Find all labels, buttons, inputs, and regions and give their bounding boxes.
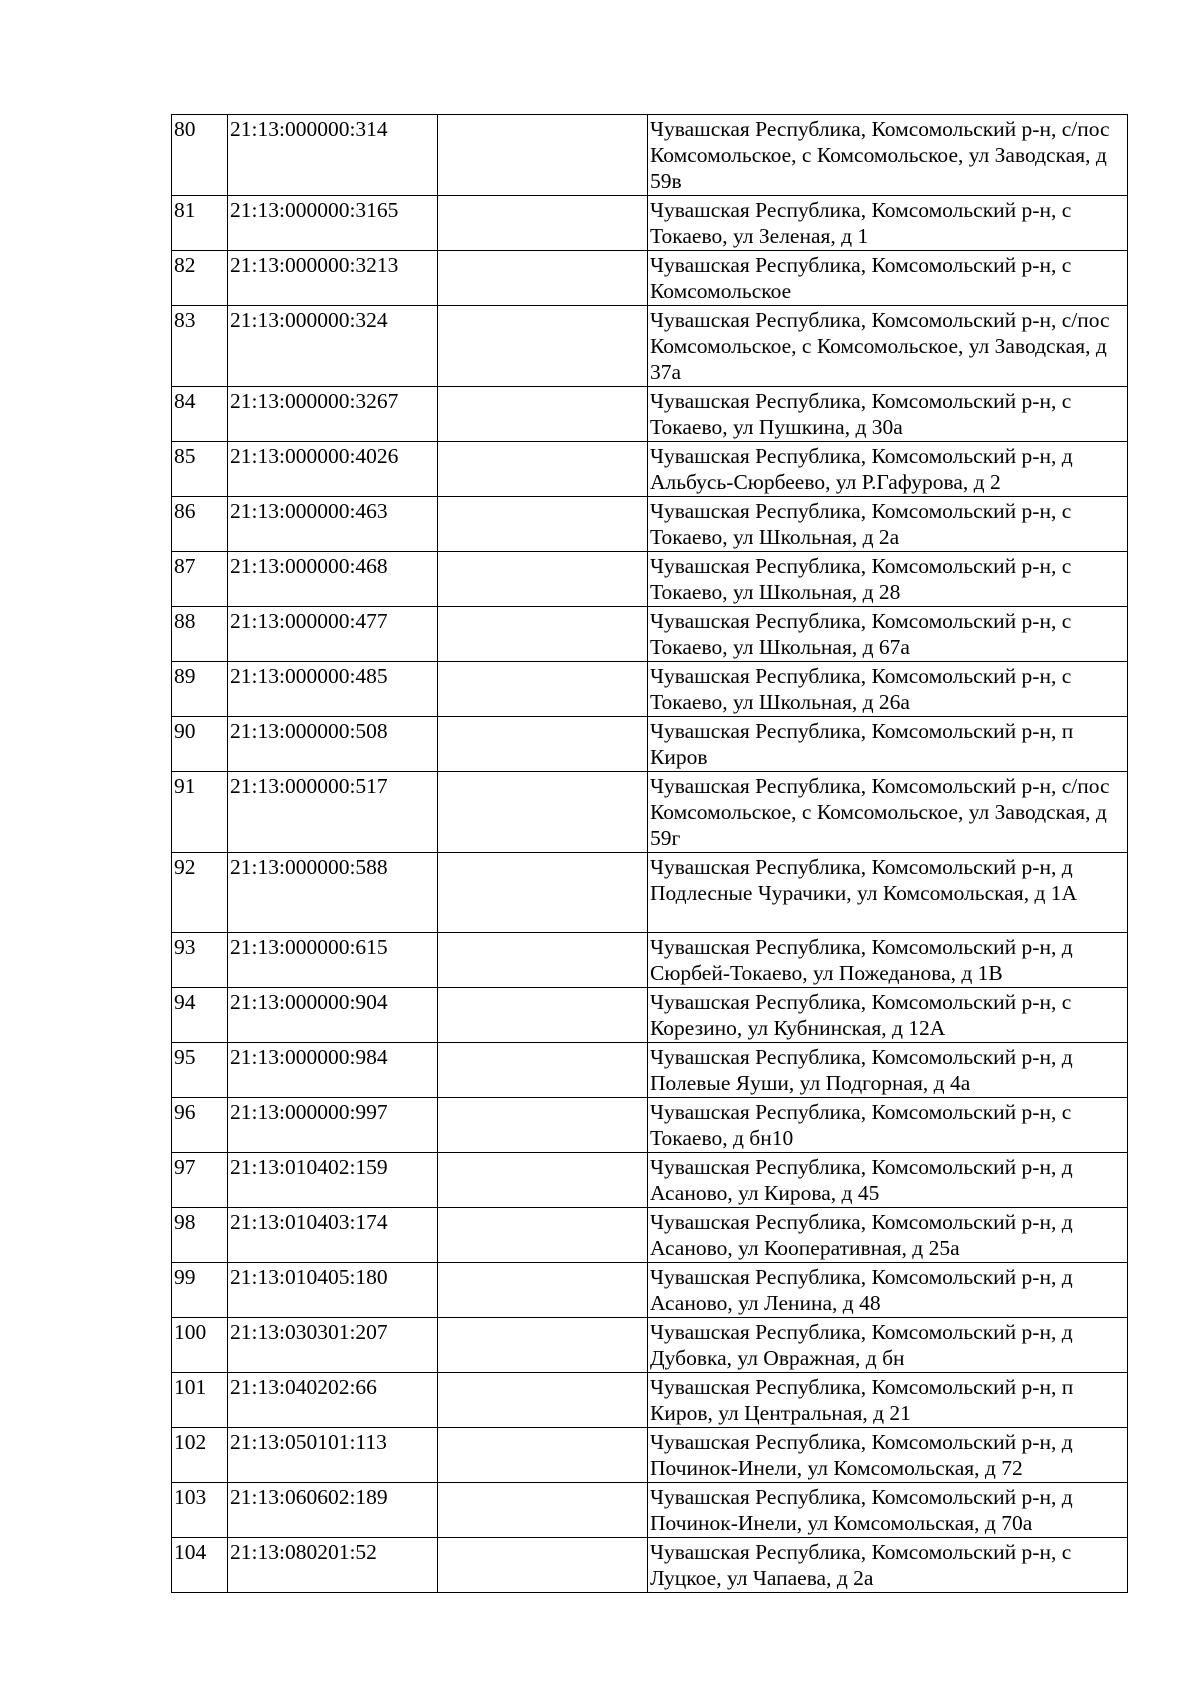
empty-cell [438, 442, 648, 497]
row-number-cell: 99 [172, 1263, 228, 1318]
empty-cell [438, 933, 648, 988]
row-number-cell: 98 [172, 1208, 228, 1263]
row-number-cell: 83 [172, 306, 228, 387]
address-cell: Чувашская Республика, Комсомольский р-н, с Токаево, ул Зеленая, д 1 [648, 196, 1128, 251]
empty-cell [438, 552, 648, 607]
row-number-cell: 81 [172, 196, 228, 251]
table-row [172, 1153, 1128, 1208]
address-cell: Чувашская Республика, Комсомольский р-н, д Починок-Инели, ул Комсомольская, д 72 [648, 1428, 1128, 1483]
row-number-cell: 90 [172, 717, 228, 772]
cadastral-number-cell: 21:13:000000:588 [228, 853, 438, 933]
empty-cell [438, 1263, 648, 1318]
cadastral-number-cell: 21:13:000000:3213 [228, 251, 438, 306]
table-row [172, 1538, 1128, 1593]
empty-cell [438, 1483, 648, 1538]
table-row [172, 387, 1128, 442]
table-row [172, 1263, 1128, 1318]
table-row [172, 933, 1128, 988]
table-row [172, 552, 1128, 607]
table-row [172, 1373, 1128, 1428]
address-cell: Чувашская Республика, Комсомольский р-н, д Асаново, ул Кирова, д 45 [648, 1153, 1128, 1208]
table-row [172, 497, 1128, 552]
property-table-body [172, 115, 1128, 1593]
row-number-cell: 86 [172, 497, 228, 552]
table-row [172, 115, 1128, 196]
empty-cell [438, 1318, 648, 1373]
table-row [172, 1098, 1128, 1153]
address-cell: Чувашская Республика, Комсомольский р-н, с Токаево, ул Школьная, д 26а [648, 662, 1128, 717]
address-cell: Чувашская Республика, Комсомольский р-н, с Токаево, д бн10 [648, 1098, 1128, 1153]
table-row [172, 853, 1128, 933]
row-number-cell: 101 [172, 1373, 228, 1428]
cadastral-number-cell: 21:13:010405:180 [228, 1263, 438, 1318]
cadastral-number-cell: 21:13:050101:113 [228, 1428, 438, 1483]
address-cell: Чувашская Республика, Комсомольский р-н, д Асаново, ул Кооперативная, д 25а [648, 1208, 1128, 1263]
cadastral-number-cell: 21:13:000000:468 [228, 552, 438, 607]
empty-cell [438, 115, 648, 196]
cadastral-number-cell: 21:13:000000:4026 [228, 442, 438, 497]
address-cell: Чувашская Республика, Комсомольский р-н, с Корезино, ул Кубнинская, д 12А [648, 988, 1128, 1043]
row-number-cell: 88 [172, 607, 228, 662]
cadastral-number-cell: 21:13:000000:904 [228, 988, 438, 1043]
table-row [172, 772, 1128, 853]
empty-cell [438, 607, 648, 662]
address-cell: Чувашская Республика, Комсомольский р-н, д Полевые Яуши, ул Подгорная, д 4а [648, 1043, 1128, 1098]
cadastral-number-cell: 21:13:000000:314 [228, 115, 438, 196]
cadastral-number-cell: 21:13:000000:997 [228, 1098, 438, 1153]
address-cell: Чувашская Республика, Комсомольский р-н, с Токаево, ул Школьная, д 67а [648, 607, 1128, 662]
row-number-cell: 102 [172, 1428, 228, 1483]
address-cell: Чувашская Республика, Комсомольский р-н, с Комсомольское [648, 251, 1128, 306]
row-number-cell: 80 [172, 115, 228, 196]
row-number-cell: 96 [172, 1098, 228, 1153]
cadastral-number-cell: 21:13:000000:984 [228, 1043, 438, 1098]
cadastral-number-cell: 21:13:080201:52 [228, 1538, 438, 1593]
row-number-cell: 87 [172, 552, 228, 607]
empty-cell [438, 1373, 648, 1428]
row-number-cell: 97 [172, 1153, 228, 1208]
cadastral-number-cell: 21:13:000000:3165 [228, 196, 438, 251]
cadastral-number-cell: 21:13:000000:477 [228, 607, 438, 662]
empty-cell [438, 1428, 648, 1483]
empty-cell [438, 662, 648, 717]
cadastral-number-cell: 21:13:000000:615 [228, 933, 438, 988]
table-row [172, 717, 1128, 772]
empty-cell [438, 1043, 648, 1098]
address-cell: Чувашская Республика, Комсомольский р-н, п Киров [648, 717, 1128, 772]
cadastral-number-cell: 21:13:000000:3267 [228, 387, 438, 442]
address-cell: Чувашская Республика, Комсомольский р-н, с Токаево, ул Пушкина, д 30а [648, 387, 1128, 442]
table-row [172, 662, 1128, 717]
table-row [172, 196, 1128, 251]
empty-cell [438, 196, 648, 251]
address-cell: Чувашская Республика, Комсомольский р-н, п Киров, ул Центральная, д 21 [648, 1373, 1128, 1428]
empty-cell [438, 772, 648, 853]
table-row [172, 1428, 1128, 1483]
table-row [172, 306, 1128, 387]
row-number-cell: 95 [172, 1043, 228, 1098]
empty-cell [438, 306, 648, 387]
table-row [172, 988, 1128, 1043]
row-number-cell: 82 [172, 251, 228, 306]
empty-cell [438, 497, 648, 552]
table-row [172, 1043, 1128, 1098]
address-cell: Чувашская Республика, Комсомольский р-н, с Токаево, ул Школьная, д 2а [648, 497, 1128, 552]
row-number-cell: 92 [172, 853, 228, 933]
empty-cell [438, 251, 648, 306]
row-number-cell: 89 [172, 662, 228, 717]
address-cell: Чувашская Республика, Комсомольский р-н, д Починок-Инели, ул Комсомольская, д 70а [648, 1483, 1128, 1538]
table-row [172, 1483, 1128, 1538]
empty-cell [438, 1208, 648, 1263]
row-number-cell: 104 [172, 1538, 228, 1593]
address-cell: Чувашская Республика, Комсомольский р-н, с Токаево, ул Школьная, д 28 [648, 552, 1128, 607]
row-number-cell: 103 [172, 1483, 228, 1538]
cadastral-number-cell: 21:13:000000:485 [228, 662, 438, 717]
table-row [172, 1208, 1128, 1263]
row-number-cell: 93 [172, 933, 228, 988]
cadastral-number-cell: 21:13:040202:66 [228, 1373, 438, 1428]
property-table [171, 114, 1128, 1593]
row-number-cell: 94 [172, 988, 228, 1043]
address-cell: Чувашская Республика, Комсомольский р-н, д Альбусь-Сюрбеево, ул Р.Гафурова, д 2 [648, 442, 1128, 497]
address-cell: Чувашская Республика, Комсомольский р-н, д Подлесные Чурачики, ул Комсомольская, д 1А [648, 853, 1128, 933]
row-number-cell: 100 [172, 1318, 228, 1373]
table-row [172, 442, 1128, 497]
cadastral-number-cell: 21:13:060602:189 [228, 1483, 438, 1538]
empty-cell [438, 1153, 648, 1208]
address-cell: Чувашская Республика, Комсомольский р-н, с/пос Комсомольское, с Комсомольское, ул Заводская, д 37а [648, 306, 1128, 387]
table-row [172, 251, 1128, 306]
empty-cell [438, 1098, 648, 1153]
address-cell: Чувашская Республика, Комсомольский р-н, д Асаново, ул Ленина, д 48 [648, 1263, 1128, 1318]
cadastral-number-cell: 21:13:010403:174 [228, 1208, 438, 1263]
cadastral-number-cell: 21:13:000000:508 [228, 717, 438, 772]
empty-cell [438, 717, 648, 772]
table-row [172, 1318, 1128, 1373]
address-cell: Чувашская Республика, Комсомольский р-н, с/пос Комсомольское, с Комсомольское, ул Заводская, д 59г [648, 772, 1128, 853]
row-number-cell: 85 [172, 442, 228, 497]
cadastral-number-cell: 21:13:000000:463 [228, 497, 438, 552]
cadastral-number-cell: 21:13:000000:324 [228, 306, 438, 387]
empty-cell [438, 988, 648, 1043]
row-number-cell: 84 [172, 387, 228, 442]
cadastral-number-cell: 21:13:010402:159 [228, 1153, 438, 1208]
empty-cell [438, 853, 648, 933]
address-cell: Чувашская Республика, Комсомольский р-н, д Сюрбей-Токаево, ул Пожеданова, д 1В [648, 933, 1128, 988]
table-row [172, 607, 1128, 662]
address-cell: Чувашская Республика, Комсомольский р-н, д Дубовка, ул Овражная, д бн [648, 1318, 1128, 1373]
empty-cell [438, 387, 648, 442]
empty-cell [438, 1538, 648, 1593]
cadastral-number-cell: 21:13:000000:517 [228, 772, 438, 853]
address-cell: Чувашская Республика, Комсомольский р-н, с Луцкое, ул Чапаева, д 2а [648, 1538, 1128, 1593]
address-cell: Чувашская Республика, Комсомольский р-н, с/пос Комсомольское, с Комсомольское, ул Заводская, д 59в [648, 115, 1128, 196]
row-number-cell: 91 [172, 772, 228, 853]
cadastral-number-cell: 21:13:030301:207 [228, 1318, 438, 1373]
